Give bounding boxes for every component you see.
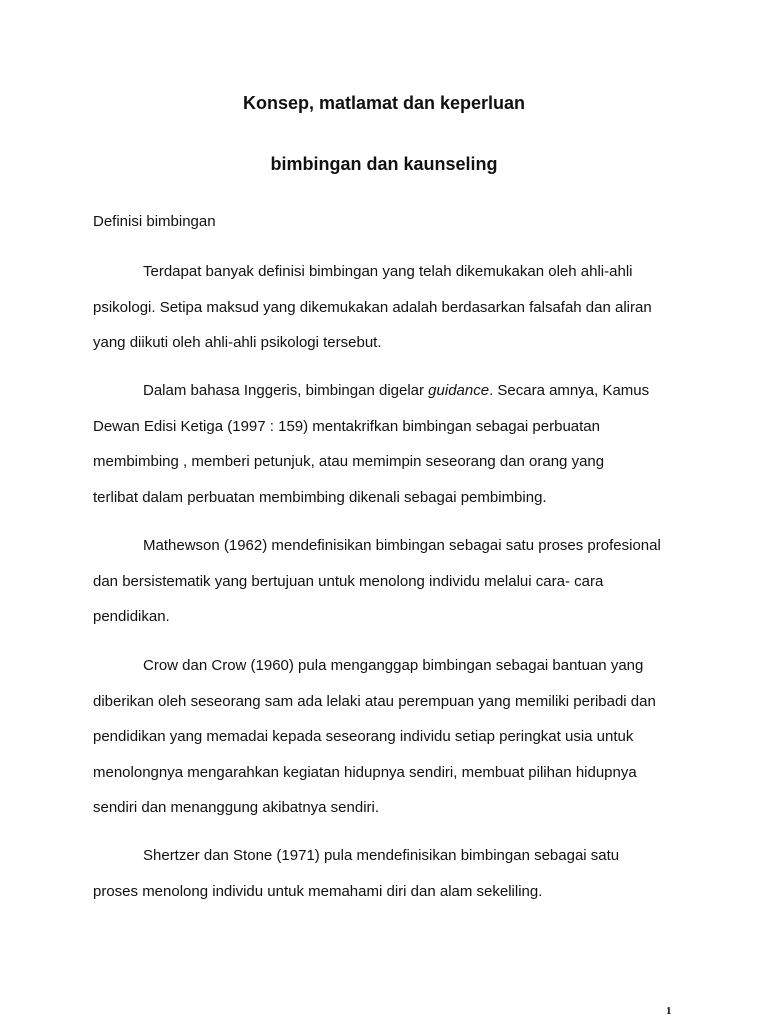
text-run: Dalam bahasa Inggeris, bimbingan digelar xyxy=(143,382,429,399)
paragraph-line: dan bersistematik yang bertujuan untuk menolong individu melalui cara- cara xyxy=(93,572,604,590)
paragraph-2 xyxy=(93,373,683,515)
paragraph-line: membimbing , memberi petunjuk, atau memimpin seseorang dan orang yang xyxy=(93,453,605,470)
paragraph-line: proses menolong individu untuk memahami diri dan alam sekeliling. xyxy=(93,882,543,900)
paragraph-line: psikologi. Setipa maksud yang dikemukakan adalah berdasarkan falsafah dan aliran xyxy=(93,298,652,316)
paragraph-line xyxy=(93,373,683,409)
paragraph-5 xyxy=(93,838,683,909)
paragraph-line: pendidikan yang memadai kepada seseorang individu setiap peringkat usia untuk xyxy=(93,728,634,745)
paragraph-line: Crow dan Crow (1960) pula menganggap bimbingan sebagai bantuan yang xyxy=(143,657,644,674)
paragraph-line: yang diikuti oleh ahli-ahli psikologi tersebut. xyxy=(93,334,382,351)
text-run: . Secara amnya, Kamus xyxy=(489,382,650,399)
italic-term: guidance xyxy=(428,382,490,399)
paragraph-line: pendidikan. xyxy=(93,608,170,625)
paragraph-line: Dewan Edisi Ketiga (1997 : 159) mentakrifkan bimbingan sebagai perbuatan xyxy=(93,417,600,435)
paragraph-3 xyxy=(93,528,683,635)
section-heading: Definisi bimbingan xyxy=(93,213,216,230)
title-line-1: Konsep, matlamat dan keperluan xyxy=(242,93,526,113)
paragraph-1 xyxy=(93,254,683,361)
paragraph-line: Mathewson (1962) mendefinisikan bimbingan sebagai satu proses profesional xyxy=(143,537,661,554)
paragraph-line: menolongnya mengarahkan kegiatan hidupnya sendiri, membuat pilihan hidupnya xyxy=(93,763,637,781)
paragraph-line: sendiri dan menanggung akibatnya sendiri. xyxy=(93,799,380,816)
title-line-2: bimbingan dan kaunseling xyxy=(270,154,498,174)
paragraph-line: diberikan oleh seseorang sam ada lelaki atau perempuan yang memiliki peribadi dan xyxy=(93,692,656,710)
page-number: 1 xyxy=(666,1005,672,1017)
paragraph-line: terlibat dalam perbuatan membimbing dikenali sebagai pembimbing. xyxy=(93,488,547,506)
paragraph-line: Terdapat banyak definisi bimbingan yang telah dikemukakan oleh ahli-ahli xyxy=(143,263,633,280)
paragraph-line: Shertzer dan Stone (1971) pula mendefinisikan bimbingan sebagai satu xyxy=(143,847,620,864)
paragraph-4 xyxy=(93,648,683,826)
